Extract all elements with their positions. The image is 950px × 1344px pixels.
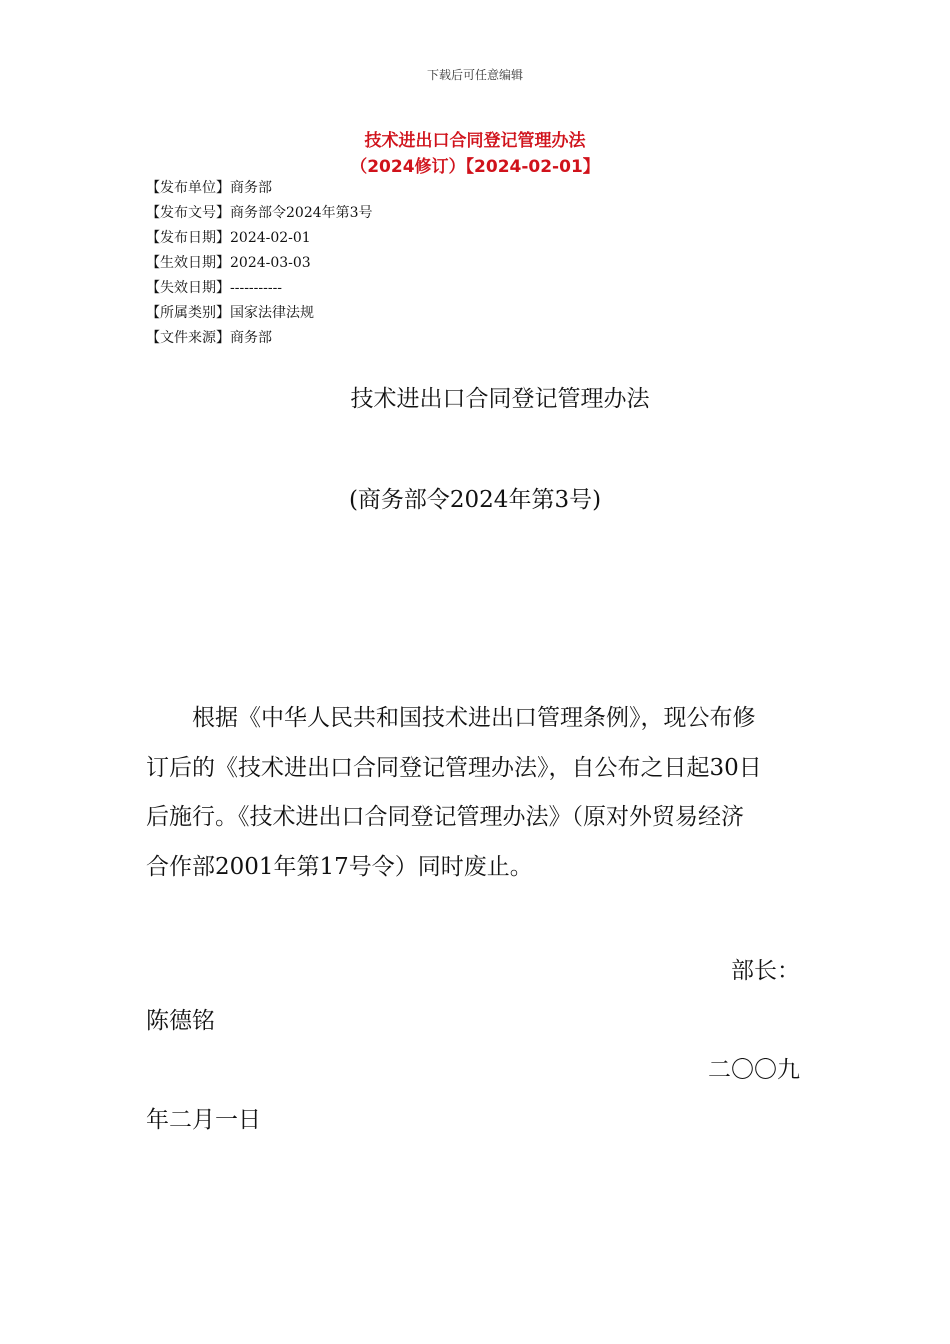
meta-value: 商务部 bbox=[230, 180, 272, 196]
meta-label: 【生效日期】 bbox=[146, 255, 230, 271]
body-line: 根据《中华人民共和国技术进出口管理条例》，现公布修 bbox=[146, 705, 756, 731]
meta-row-category bbox=[146, 301, 373, 326]
meta-label: 【发布文号】 bbox=[146, 205, 230, 221]
body-line: 后施行。《技术进出口合同登记管理办法》（原对外贸易经济 bbox=[146, 804, 744, 830]
signature-date-part1: 二〇〇九 bbox=[708, 1057, 800, 1083]
body-line: 合作部2001年第17号令）同时废止。 bbox=[146, 853, 533, 880]
meta-label: 【文件来源】 bbox=[146, 330, 230, 346]
meta-list bbox=[146, 176, 373, 351]
meta-row-effective-date bbox=[146, 251, 373, 276]
meta-row-source bbox=[146, 326, 373, 351]
signature-title: 部长： bbox=[731, 958, 800, 984]
meta-value: ----------- bbox=[230, 280, 283, 296]
meta-value: 国家法律法规 bbox=[230, 305, 314, 321]
red-title-line1: 技术进出口合同登记管理办法 bbox=[364, 131, 586, 151]
body-line: 订后的《技术进出口合同登记管理办法》，自公布之日起30日 bbox=[146, 754, 762, 781]
signature-name: 陈德铭 bbox=[146, 1008, 215, 1034]
red-title-line2: （2024修订）【2024-02-01】 bbox=[350, 157, 600, 177]
meta-label: 【失效日期】 bbox=[146, 280, 230, 296]
meta-row-publisher bbox=[146, 176, 373, 201]
meta-row-doc-number bbox=[146, 201, 373, 226]
meta-row-expiry-date bbox=[146, 276, 373, 301]
meta-value: 2024-03-03 bbox=[230, 255, 311, 271]
signature-date-part2: 年二月一日 bbox=[146, 1107, 261, 1133]
header-note: 下载后可任意编辑 bbox=[426, 68, 523, 82]
meta-label: 【所属类别】 bbox=[146, 305, 230, 321]
meta-value: 商务部 bbox=[230, 330, 272, 346]
meta-label: 【发布单位】 bbox=[146, 180, 230, 196]
meta-value: 2024-02-01 bbox=[230, 230, 311, 246]
meta-value: 商务部令2024年第3号 bbox=[230, 205, 373, 221]
order-number: (商务部令2024年第3号) bbox=[348, 487, 602, 513]
doc-title: 技术进出口合同登记管理办法 bbox=[350, 386, 650, 412]
meta-label: 【发布日期】 bbox=[146, 230, 230, 246]
meta-row-publish-date bbox=[146, 226, 373, 251]
body-paragraph bbox=[146, 694, 806, 892]
